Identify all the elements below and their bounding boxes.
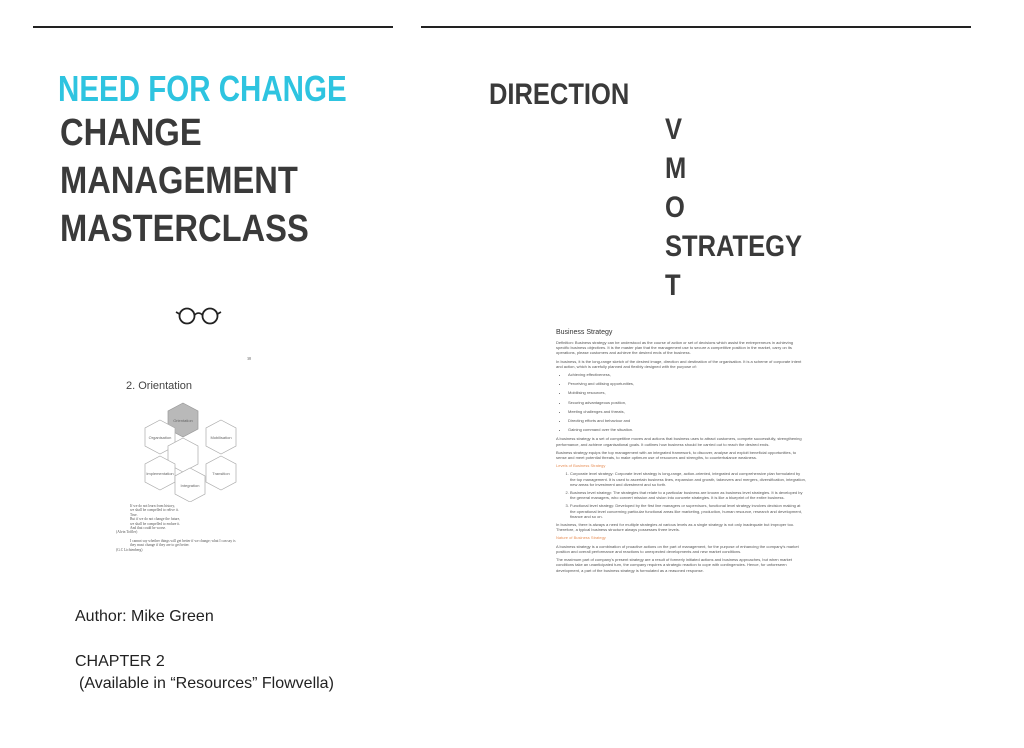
quote-line: we shall be compelled to relive it. (130, 508, 179, 513)
doc-title: Business Strategy (556, 329, 613, 336)
hex-label-implementation: Implementation (146, 471, 174, 476)
doc-levels-heading: Levels of Business Strategy (556, 463, 606, 469)
quote-line: they must change if they are to get better. (130, 543, 190, 548)
doc-paragraph: Business strategy equips the top management with an integrated framework, to discover, analyse and exploit beneficial opportunities, to sense and meet potential threats, to make optimum use of resources and strengths, to counterbalance weakness. (556, 449, 797, 461)
page-number: 38 (247, 356, 251, 361)
doc-bullet: • Gaining command over the situation. (568, 427, 806, 432)
title-line-2: MANAGEMENT (60, 160, 298, 202)
doc-paragraph: In business, there is always a need for multiple strategies at various levels as a single strategy is not only inadequate but improper too. Therefore, a typical business structure always possesses three levels. (556, 522, 795, 533)
direction-title: DIRECTION (489, 78, 630, 111)
need-for-change-title: NEED FOR CHANGE (58, 68, 347, 109)
vmost-strategy: STRATEGY (665, 230, 802, 263)
doc-definition: Definition: Business strategy can be understood as the course of action or set of decisions which assist the entrepreneurs in achieving specific business objectives. It is the master plan that the management use to secure a competitive position in the market, carry on its operations, please customers and achieve the desired ends of the business. (556, 340, 794, 356)
chapter-text: CHAPTER 2 (75, 653, 165, 670)
quote-attribution: (Alvin Toffler) (116, 530, 138, 535)
quote-block (116, 504, 256, 552)
vmost-o: O (665, 191, 685, 224)
title-line-3: MASTERCLASS (60, 208, 309, 250)
doc-level-item: 2. Business level strategy: The strategies that relate to a particular business are known as business level strategies. It is developed by the general managers, who convert mission and vision into concrete strategies. It is like a blueprint of the entire business. (570, 490, 806, 500)
vmost-v: V (665, 113, 683, 146)
author-text: Author: Mike Green (75, 608, 214, 625)
doc-levels-list (556, 471, 806, 519)
title-line-1: CHANGE (60, 112, 202, 154)
left-top-rule (33, 26, 393, 28)
hexagon-diagram (128, 402, 240, 502)
doc-intro: In business, it is the long-range sketch of the desired image, direction and destination of the organisation. It is a scheme of corporate intent and action, which is carefully planned and flexibly designed with the purpose of: (556, 358, 802, 369)
doc-bullet: • Directing efforts and behaviour and (568, 418, 806, 423)
doc-bullet-list (556, 372, 806, 432)
doc-paragraph: A business strategy is a set of competitive moves and actions that business uses to attract customers, compete successfully, strengthening performance, and achieve organisational goals. It outlines how business should be carried out to reach the desired ends. (556, 436, 802, 447)
quote-line: If we do not learn from history, (130, 504, 175, 508)
hex-label-orientation: Orientation (173, 418, 193, 423)
doc-bullet: • Securing advantageous position, (568, 400, 806, 405)
orientation-heading: 2. Orientation (126, 380, 193, 392)
hex-label-mobilisation: Mobilisation (210, 435, 232, 440)
hex-label-transition: Transition (212, 471, 230, 476)
doc-paragraph: The maximum part of company's present strategy are a result of formerly initiated actions and business approaches, but when market conditions take an unanticipated turn, the company requires a strategic reaction to cope with contingencies. Hence, for unforeseen development, a part of the business strategy is formulated as a reasoned response. (556, 557, 792, 573)
quote-line: I cannot say whether things will get better if we change; what I can say is (130, 538, 236, 543)
doc-level-item: 3. Functional level strategy: Developed by the first line managers or supervisors, functional level strategy involves decision making at the operational level concerning particular functional areas like marketing, production, human resource, research and development, finance and so on. (570, 503, 806, 519)
book-page-thumbnail (112, 352, 262, 564)
quote-line: But if we do not change the future, (130, 517, 181, 522)
hex-label-organisation: Organisation (148, 435, 172, 440)
vmost-t: T (665, 269, 681, 302)
business-strategy-document (556, 328, 806, 576)
doc-bullet: • Meeting challenges and threats, (568, 409, 806, 414)
doc-bullet: • Perceiving and utilising opportunities, (568, 381, 806, 386)
doc-level-item: 1. Corporate level strategy: Corporate level strategy is long-range, action-oriented, integrated and comprehensive plan formulated by the top management. It is used to ascertain business lines, expansion and growth, takeovers and mergers, diversification, integration, new areas for investment and divestment and so forth. (570, 471, 806, 487)
quote-attribution: (G.C Lichtenberg) (116, 547, 143, 552)
doc-nature-heading: Nature of Business Strategy (556, 535, 606, 541)
quote-line: And that could be worse. (130, 526, 167, 531)
vmost-m: M (665, 152, 687, 185)
glasses-icon (175, 305, 223, 327)
quote-line: True. (130, 512, 138, 517)
quote-line: we shall be compelled to endure it. (130, 521, 181, 526)
hex-label-integration: Integration (180, 483, 200, 488)
doc-bullet: • Achieving effectiveness, (568, 372, 806, 377)
doc-paragraph: A business strategy is a combination of proactive actions on the part of management, for the purpose of enhancing the company's market position and overall performance and reactions to unexpected developments and new market conditions. (556, 543, 799, 554)
doc-bullet: • Mobilising resources, (568, 390, 806, 395)
right-top-rule (421, 26, 971, 28)
availability-text: (Available in “Resources” Flowvella) (79, 675, 334, 692)
